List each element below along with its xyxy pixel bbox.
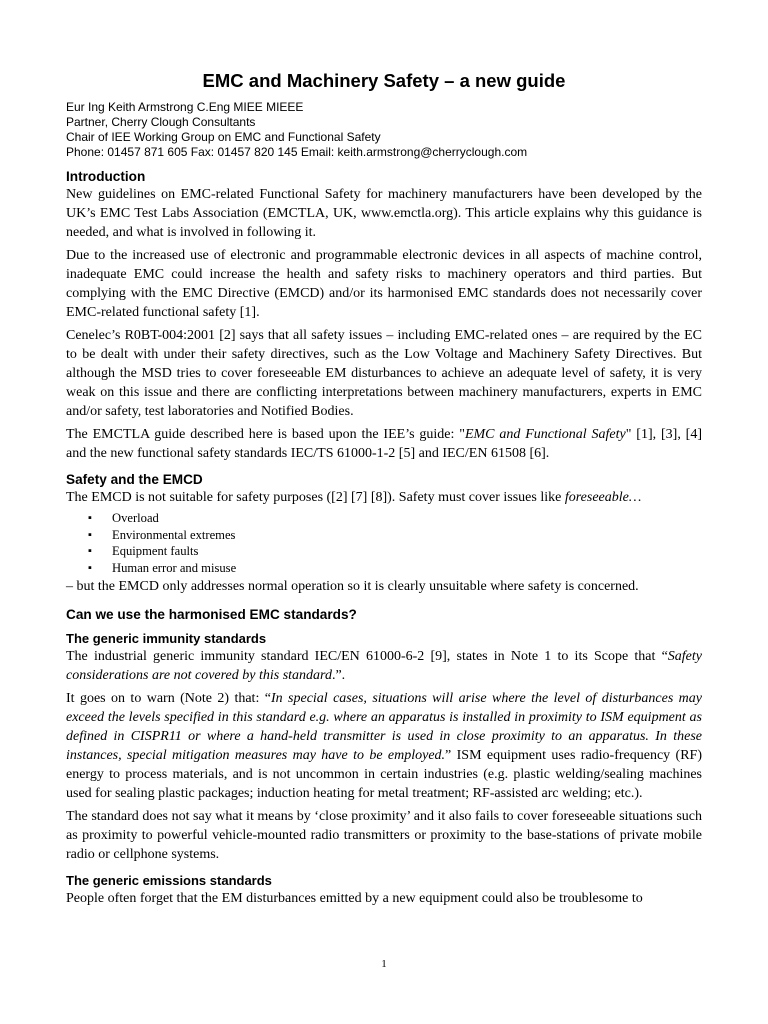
author-name: Eur Ing Keith Armstrong C.Eng MIEE MIEEE [66,100,304,114]
author-contact: Phone: 01457 871 605 Fax: 01457 820 145 Email: keith.armstrong@cherryclough.com [66,145,528,159]
paragraph: People often forget that the EM disturbances emitted by a new equipment could also be troublesome to [66,891,643,906]
paragraph: It goes on to warn (Note 2) that: “In special cases, situations will arise where the level of disturbances may exceed the levels specified in this standard e.g. where an apparatus is installed in proximity to ISM equipment as defined in CISPR11 or where a hand-held transmitter is used in close proximity to an apparatus. In these instances, special mitigation measures may have to be employed.” ISM equipment uses radio-frequency (RF) energy to process materials, and is not uncommon in certain industries (e.g. plastic welding/sealing machines used for sealing plastic packages; induction heating for metal treatment; RF-assisted arc welding; etc.). [66,691,702,801]
list-item: ▪ Overload [88,510,702,527]
paragraph: Cenelec’s R0BT-004:2001 [2] says that all safety issues – including EMC-related ones – are required by the EC to be dealt with under their safety directives, such as the Low Voltage and Machinery Safety Directives. But although the MSD tries to cover foreseeable EM disturbances to achieve an adequate level of safety, it is very weak on this issue and there are conflicting interpretations between machinery manufacturers, experts in EMC and/or safety, test laboratories and Notified Bodies. [66,328,702,419]
paragraph: New guidelines on EMC-related Functional Safety for machinery manufacturers have been developed by the UK’s EMC Test Labs Association (EMCTLA, UK, www.emctla.org). This article explains why this guidance is needed, and what is involved in following it. [66,187,702,240]
paragraph: The industrial generic immunity standard IEC/EN 61000-6-2 [9], states in Note 1 to its Scope that “Safety considerations are not covered by this standard.”. [66,649,702,683]
italic-guide-title: EMC and Functional Safety [464,427,626,442]
paragraph: – but the EMCD only addresses normal operation so it is clearly unsuitable where safety is concerned. [66,579,639,594]
list-item: ▪ Environmental extremes [88,527,702,544]
paragraph: The EMCD is not suitable for safety purposes ([2] [7] [8]). Safety must cover issues like foreseeable… [66,490,642,505]
paragraph: Due to the increased use of electronic and programmable electronic devices in all aspects of machine control, inadequate EMC could increase the health and safety risks to machinery operators and third parties. But complying with the EMC Directive (EMCD) and/or its harmonised EMC standards does not necessarily cover EMC-related functional safety [1]. [66,248,702,320]
author-company: Partner, Cherry Clough Consultants [66,115,256,129]
italic-term: foreseeable… [564,490,642,505]
author-role: Chair of IEE Working Group on EMC and Functional Safety [66,130,381,144]
subsection-heading-emissions: The generic emissions standards [66,873,272,888]
section-heading-safety-emcd: Safety and the EMCD [66,472,203,487]
document-page [66,70,702,912]
paragraph: The EMCTLA guide described here is based upon the IEE’s guide: "EMC and Functional Safety" [1], [3], [4] and the new functional safety standards IEC/TS 61000-1-2 [5] and IEC/EN 61508 [6]. [66,427,702,461]
list-item: ▪ Human error and misuse [88,560,702,577]
paragraph: The standard does not say what it means by ‘close proximity’ and it also fails to cover foreseeable situations such as proximity to powerful vehicle-mounted radio transmitters or proximity to the base-stations of private mobile radio or cellphone systems. [66,809,702,862]
page-number: 1 [381,958,387,970]
section-heading-harmonised-standards: Can we use the harmonised EMC standards? [66,607,357,622]
subsection-heading-immunity: The generic immunity standards [66,631,267,646]
list-item: ▪ Equipment faults [88,543,702,560]
section-heading-introduction: Introduction [66,169,146,184]
author-block [66,100,702,160]
page-title: EMC and Machinery Safety – a new guide [202,70,566,91]
bullet-list [66,510,702,576]
